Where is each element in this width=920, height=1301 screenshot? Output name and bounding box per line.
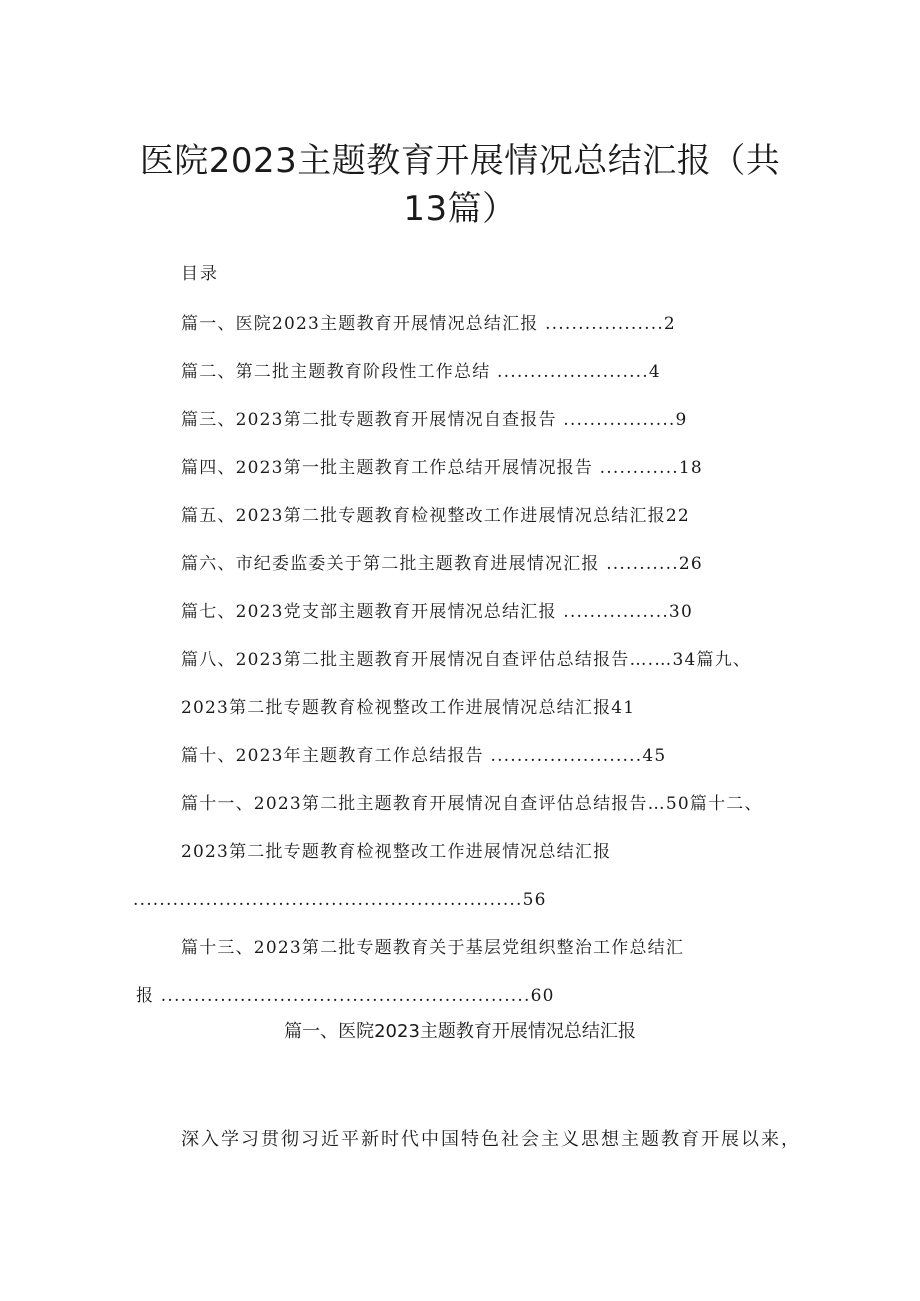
toc-entry-7[interactable]: 篇七、2023党支部主题教育开展情况总结汇报 ................30 <box>181 602 693 622</box>
toc-entry-2[interactable]: 篇二、第二批主题教育阶段性工作总结 .......................4 <box>181 362 661 382</box>
section-title: 篇一、医院2023主题教育开展情况总结汇报 <box>284 1021 636 1042</box>
toc-entry-1[interactable]: 篇一、医院2023主题教育开展情况总结汇报 ..................2 <box>181 314 676 334</box>
toc-entry-5[interactable]: 篇五、2023第二批专题教育检视整改工作进展情况总结汇报22 <box>181 506 690 526</box>
toc-entry-3[interactable]: 篇三、2023第二批专题教育开展情况自查报告 .................9 <box>181 410 688 430</box>
toc-entry-8[interactable]: 篇八、2023第二批主题教育开展情况自查评估总结报告….…34篇九、 <box>181 650 752 670</box>
toc-heading: 目录 <box>181 264 219 284</box>
toc-entry-12-leader[interactable]: ...........................................................56 <box>133 890 547 910</box>
toc-entry-13[interactable]: 篇十三、2023第二批专题教育关于基层党组织整治工作总结汇 <box>181 938 685 958</box>
document-title-line-1: 医院2023主题教育开展情况总结汇报（共 <box>139 141 781 181</box>
toc-entry-6[interactable]: 篇六、市纪委监委关于第二批主题教育进展情况汇报 ...........26 <box>181 554 703 574</box>
toc-entry-9[interactable]: 2023第二批专题教育检视整改工作进展情况总结汇报41 <box>181 698 636 718</box>
toc-entry-10[interactable]: 篇十、2023年主题教育工作总结报告 .......................45 <box>181 746 667 766</box>
toc-entry-13-leader[interactable]: 报 ........................................................60 <box>136 986 555 1006</box>
toc-entry-11[interactable]: 篇十一、2023第二批主题教育开展情况自查评估总结报告…50篇十二、 <box>181 794 763 814</box>
document-title-line-2: 13篇） <box>403 189 517 229</box>
toc-entry-4[interactable]: 篇四、2023第一批主题教育工作总结开展情况报告 ............18 <box>181 458 703 478</box>
body-paragraph: 深入学习贯彻习近平新时代中国特色社会主义思想主题教育开展以来， <box>181 1129 801 1150</box>
toc-entry-12[interactable]: 2023第二批专题教育检视整改工作进展情况总结汇报 <box>181 842 612 862</box>
